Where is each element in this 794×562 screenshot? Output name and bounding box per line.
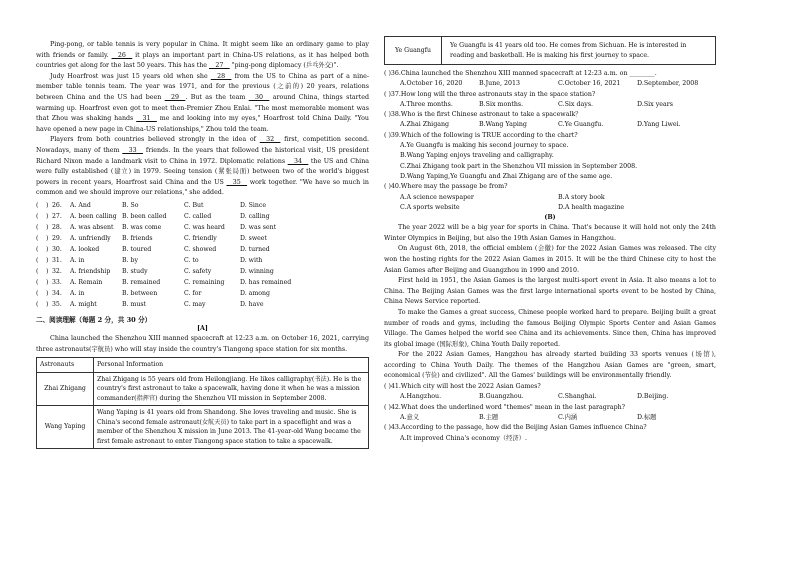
cloze-option-num: 30.	[52, 245, 62, 253]
cloze-blank: __29__	[164, 93, 186, 101]
passage-b-paragraph: The year 2022 will be a big year for sports in China. That's because it will hold not only the 24th Winter Olympics in Beijing, but also the 19th Asian Games in Hangzhou.	[384, 224, 716, 242]
cloze-blank: __28__	[210, 72, 232, 80]
cloze-option-a: A. unfriendly	[70, 234, 111, 242]
option: B.Six months.	[479, 100, 524, 108]
cloze-option-a: A. friendship	[70, 267, 111, 275]
cloze-option-paren: (	[36, 300, 39, 308]
option: C.Zhai Zhigang took part in the Shenzhou VII mission in September 2008.	[400, 162, 638, 170]
question-options	[384, 120, 716, 130]
cloze-option-close: )	[46, 201, 49, 209]
question-39-options	[384, 141, 716, 182]
cloze-option-d: D. was sent	[240, 223, 277, 231]
cloze-paragraph	[36, 40, 369, 72]
cloze-option-c: C. for	[184, 289, 202, 297]
cloze-option-c: C. But	[184, 201, 204, 209]
option: B.Wang Yaping enjoys traveling and calligraphy.	[400, 152, 554, 160]
question-40: ( )40.Where may the passage be from?	[384, 183, 508, 191]
cloze-option-num: 31.	[52, 256, 62, 264]
cloze-option-row	[36, 222, 300, 233]
cloze-option-d: D. calling	[240, 212, 270, 220]
cloze-option-paren: (	[36, 267, 39, 275]
passage-a-label: [A]	[197, 324, 208, 332]
cloze-option-b: B. was come	[122, 223, 162, 231]
astronaut-info: Zhai Zhigang is 55 years old from Heilongjiang. He likes calligraphy(书法). He is the country's first astronaut to take a spacewalk, having done it when he was a mission commander(指挥官) during the Shenzhou VII mission in September 2008.	[94, 372, 369, 406]
cloze-option-row	[36, 211, 300, 222]
cloze-option-c: C. was heard	[184, 223, 225, 231]
cloze-option-a: A. might	[70, 300, 97, 308]
cloze-option-num: 35.	[52, 300, 62, 308]
astronaut-table	[36, 357, 369, 449]
question-stem: ( )36.China launched the Shenzhou XIII manned spacecraft at 12:23 a.m. on ________.	[384, 70, 657, 77]
paragraph-text: Players from both countries believed strongly in the idea of	[50, 136, 260, 144]
cloze-option-row	[36, 288, 300, 299]
cloze-option-paren: (	[36, 212, 39, 220]
passage-b	[384, 223, 716, 382]
cloze-blank: __32__	[259, 136, 281, 144]
cloze-option-c: C. showed	[184, 245, 217, 253]
cloze-option-close: )	[46, 289, 49, 297]
cloze-blank: __30__	[248, 93, 270, 101]
passage-b-paragraph: On August 6th, 2018, the official emblem (会徽) for the 2022 Asian Games was released. The city won the hosting rights for the 2022 Asian Games in 2015. It will be the third Chinese city to host the Asian Games after Beijing and Guangzhou in 1990 and 2010.	[384, 245, 716, 274]
question-stem: ( )38.Who is the first Chinese astronaut to take a spacewalk？	[384, 111, 582, 119]
cloze-option-b: B. between	[122, 289, 158, 297]
astronaut-info: Ye Guangfu is 41 years old too. He comes from Sichuan. He is interested in reading and basketball. He is making his first journey to space.	[442, 37, 716, 65]
astronaut-name: Wang Yaping	[37, 406, 94, 449]
question-stem: ( )42.What does the underlined word "themes" mean in the last paragraph?	[384, 403, 626, 411]
cloze-option-b: B. study	[122, 267, 148, 275]
cloze-blank: __31__	[136, 115, 157, 123]
cloze-option-row	[36, 255, 300, 266]
cloze-option-c: C. to	[184, 256, 199, 264]
cloze-options-table	[36, 200, 300, 310]
cloze-option-paren: (	[36, 201, 39, 209]
cloze-option-b: B. remained	[122, 278, 161, 286]
option: D.Six years	[637, 100, 673, 108]
cloze-option-num: 33.	[52, 278, 62, 286]
question-43-option: A.It improved China's economy（经济）.	[400, 434, 527, 442]
question-39: ( )39.Which of the following is TRUE according to the chart?	[384, 131, 578, 139]
cloze-blank: __27__	[209, 62, 230, 70]
cloze-option-d: D. with	[240, 256, 263, 264]
cloze-option-c: C. remaining	[184, 278, 225, 286]
cloze-blank: __34__	[287, 157, 309, 165]
cloze-option-a: A. in	[70, 289, 85, 297]
cloze-option-num: 32.	[52, 267, 62, 275]
astronaut-name: Zhai Zhigang	[37, 372, 94, 406]
questions-b	[384, 382, 716, 423]
question-stem: ( )37.How long will the three astronauts stay in the space station?	[384, 90, 596, 98]
option: A.Hangzhou.	[400, 393, 442, 401]
option: D.A health magazine	[558, 203, 625, 211]
cloze-option-row	[36, 266, 300, 277]
cloze-option-paren: (	[36, 245, 39, 253]
table-header-astronauts: Astronauts	[37, 358, 94, 373]
cloze-option-b: B. must	[122, 300, 146, 308]
table-row	[37, 372, 369, 406]
option: C.October 16, 2021	[558, 80, 621, 88]
paragraph-text: work together. "We have so much in common and we should improve our relations," she added.	[36, 178, 369, 197]
cloze-option-close: )	[46, 212, 49, 220]
questions-a	[384, 69, 716, 131]
left-column	[36, 40, 369, 449]
question-options	[384, 79, 716, 89]
question-40-options-row1	[384, 193, 716, 203]
paragraph-text: me and looking into my eyes," Hoarfrost told China Daily. "You have opened a new page in China-US relationships," Zhou told the team.	[36, 115, 369, 133]
cloze-option-num: 28.	[52, 223, 62, 231]
paragraph-text: around China, things started warming up. Hoarfrost even got to meet then-Premier Zhou Enlai. "The most memorable moment was that Zhou was shaking hands	[36, 93, 369, 123]
option: A.意义	[400, 413, 420, 421]
cloze-option-a: A. Remain	[70, 278, 103, 286]
option: C.Shanghai.	[558, 393, 597, 401]
option: B.A story book	[558, 193, 605, 201]
right-column	[384, 36, 716, 444]
passage-b-paragraph: For the 2022 Asian Games, Hangzhou has already started building 33 sports venues (场馆), according to China Youth Daily. The themes of the Hangzhou Asian Games are "green, smart, economical (节俭) and civilized". All the Games' buildings will be environmentally friendly.	[384, 351, 716, 380]
option: A.Three months.	[400, 100, 453, 108]
cloze-option-a: A. And	[70, 201, 91, 209]
cloze-option-c: C. friendly	[184, 234, 217, 242]
paragraph-text: friends. In the years that followed the historical visit, US president Richard Nixon made a landmark visit to China in 1972. Diplomatic relations	[36, 146, 369, 165]
passage-b-paragraph: First held in 1951, the Asian Games is the largest multi-sport event in Asia. It also means a lot to China. The Beijing Asian Games was the first large international sports event to be hosted by China, China News Service reported.	[384, 277, 716, 306]
table-header-info: Personal Information	[94, 358, 369, 373]
question-stem: ( )41.Which city will host the 2022 Asian Games?	[384, 383, 541, 391]
cloze-option-d: D. Since	[240, 201, 267, 209]
cloze-option-close: )	[46, 300, 49, 308]
option: A.A science newspaper	[400, 193, 474, 201]
paragraph-text: Ping-pong, or table tennis is very popular in China. It might seem like an ordinary game to play with friends or family.	[36, 41, 369, 59]
cloze-option-num: 29.	[52, 234, 62, 242]
cloze-option-a: A. was absent	[70, 223, 114, 231]
cloze-option-c: C. called	[184, 212, 212, 220]
question-40-options-row2	[384, 203, 716, 213]
option: D.Wang Yaping,Ye Guangfu and Zhai Zhigang are of the same age.	[400, 172, 613, 180]
astronaut-table-continued	[384, 36, 716, 65]
option: B.主题	[479, 413, 499, 421]
paragraph-text: from the US to China as part of a nine-member table tennis team. The year was 1971, and for the previous (之前的) 20 years, relations between China and the US had been	[36, 72, 369, 101]
paragraph-text: first, competition second. Nowadays, many of them	[36, 136, 370, 154]
cloze-option-b: B. been called	[122, 212, 167, 220]
cloze-option-d: D. have	[240, 300, 264, 308]
option: B.June, 2013	[479, 80, 521, 88]
option: D.Beijing.	[637, 393, 669, 401]
astronaut-info: Wang Yaping is 41 years old from Shandong. She loves traveling and music. She is China's second female astronaut(女航天员) to take part in a spaceflight and was a member of the Shenzhou X mission in June 2013. The 41-year-old Wang became the first female astronaut to enter Tiangong space station to take a spacewalk.	[94, 406, 369, 449]
table-row	[37, 406, 369, 449]
cloze-option-d: D. turned	[240, 245, 270, 253]
cloze-option-close: )	[46, 223, 49, 231]
cloze-option-close: )	[46, 256, 49, 264]
paragraph-text: it plays an important part in China-US relations, as it has helped both countries get along for the last 50 years. This has the	[36, 51, 369, 70]
option: C.Six days.	[558, 100, 594, 108]
cloze-option-paren: (	[36, 278, 39, 286]
cloze-option-paren: (	[36, 234, 39, 242]
cloze-option-d: D. winning	[240, 267, 274, 275]
cloze-option-paren: (	[36, 289, 39, 297]
cloze-option-d: D. among	[240, 289, 270, 297]
passage-a-intro: China launched the Shenzhou XIII manned spacecraft at 12:23 a.m. on October 16, 2021, carrying three astronauts(宇航员) who will stay inside the country's Tiangong space station for six months.	[36, 334, 369, 353]
cloze-option-close: )	[46, 278, 49, 286]
cloze-option-close: )	[46, 234, 49, 242]
paragraph-text: "ping-pong diplomacy (乒乓外交)".	[229, 62, 339, 70]
cloze-option-d: D. has remained	[240, 278, 292, 286]
cloze-option-b: B. by	[122, 256, 138, 264]
cloze-option-b: B. So	[122, 201, 139, 209]
cloze-option-b: B. friends	[122, 234, 153, 242]
paragraph-text: the US and China were fully established (建立) in 1979. Seeing tension (紧张局面) between two of the world's biggest powers in recent years, Hoarfrost said China and the US	[36, 157, 370, 186]
cloze-option-a: A. in	[70, 256, 85, 264]
cloze-paragraph	[36, 72, 369, 136]
table-row	[385, 37, 716, 65]
passage-b-paragraph: To make the Games a great success, Chinese people worked hard to prepare. Beijing built a great number of roads and gyms, including the famous Beijing Olympic Sports Center and Asian Games Village. The Games helped the world see China and its achievements. Since then, China has improved its global image (国际形象), China Youth Daily reported.	[384, 308, 716, 348]
cloze-option-close: )	[46, 245, 49, 253]
cloze-option-close: )	[46, 267, 49, 275]
option: B.Guangzhou.	[479, 393, 524, 401]
cloze-option-row	[36, 299, 300, 310]
paragraph-text: Judy Hoarfrost was just 15 years old when she	[50, 72, 211, 80]
option: D.Yang Liwei.	[637, 121, 681, 129]
option: C.内涵	[558, 413, 578, 421]
option: A.Ye Guangfu is making his second journey to space.	[400, 142, 569, 150]
cloze-option-row	[36, 244, 300, 255]
cloze-option-b: B. toured	[122, 245, 152, 253]
question-43: ( )43.According to the passage, how did the Beijing Asian Games influence China?	[384, 424, 647, 432]
cloze-option-row	[36, 277, 300, 288]
cloze-option-num: 26.	[52, 201, 62, 209]
option: D.September, 2008	[637, 80, 699, 88]
cloze-option-a: A. been calling	[70, 212, 117, 220]
cloze-option-d: D. sweet	[240, 234, 267, 242]
cloze-blank: __35__	[226, 178, 248, 186]
option: D.标题	[637, 413, 657, 421]
cloze-option-c: C. safety	[184, 267, 212, 275]
cloze-option-paren: (	[36, 223, 39, 231]
option: A.October 16, 2020	[400, 80, 463, 88]
cloze-option-row	[36, 200, 300, 211]
option: A.Zhai Zhigang	[400, 121, 450, 129]
cloze-option-c: C. may	[184, 300, 206, 308]
section-title: 二、阅读理解（每题 2 分，共 30 分）	[36, 315, 152, 324]
cloze-option-paren: (	[36, 256, 39, 264]
option: C.A sports website	[400, 203, 460, 211]
cloze-blank: __33__	[122, 146, 143, 154]
option: B.Wang Yaping	[479, 121, 527, 129]
cloze-paragraph	[36, 135, 369, 199]
passage-b-label: (B)	[544, 214, 556, 222]
cloze-passage	[36, 40, 369, 199]
question-options	[384, 100, 716, 110]
paragraph-text: . But as the team	[185, 93, 249, 101]
cloze-option-row	[36, 233, 300, 244]
question-options	[384, 413, 716, 423]
cloze-option-num: 27.	[52, 212, 62, 220]
cloze-option-a: A. looked	[70, 245, 100, 253]
astronaut-name: Ye Guangfu	[385, 37, 442, 65]
option: C.Ye Guangfu.	[558, 121, 604, 129]
question-options	[384, 392, 716, 402]
cloze-option-num: 34.	[52, 289, 62, 297]
cloze-blank: __26__	[111, 51, 133, 59]
